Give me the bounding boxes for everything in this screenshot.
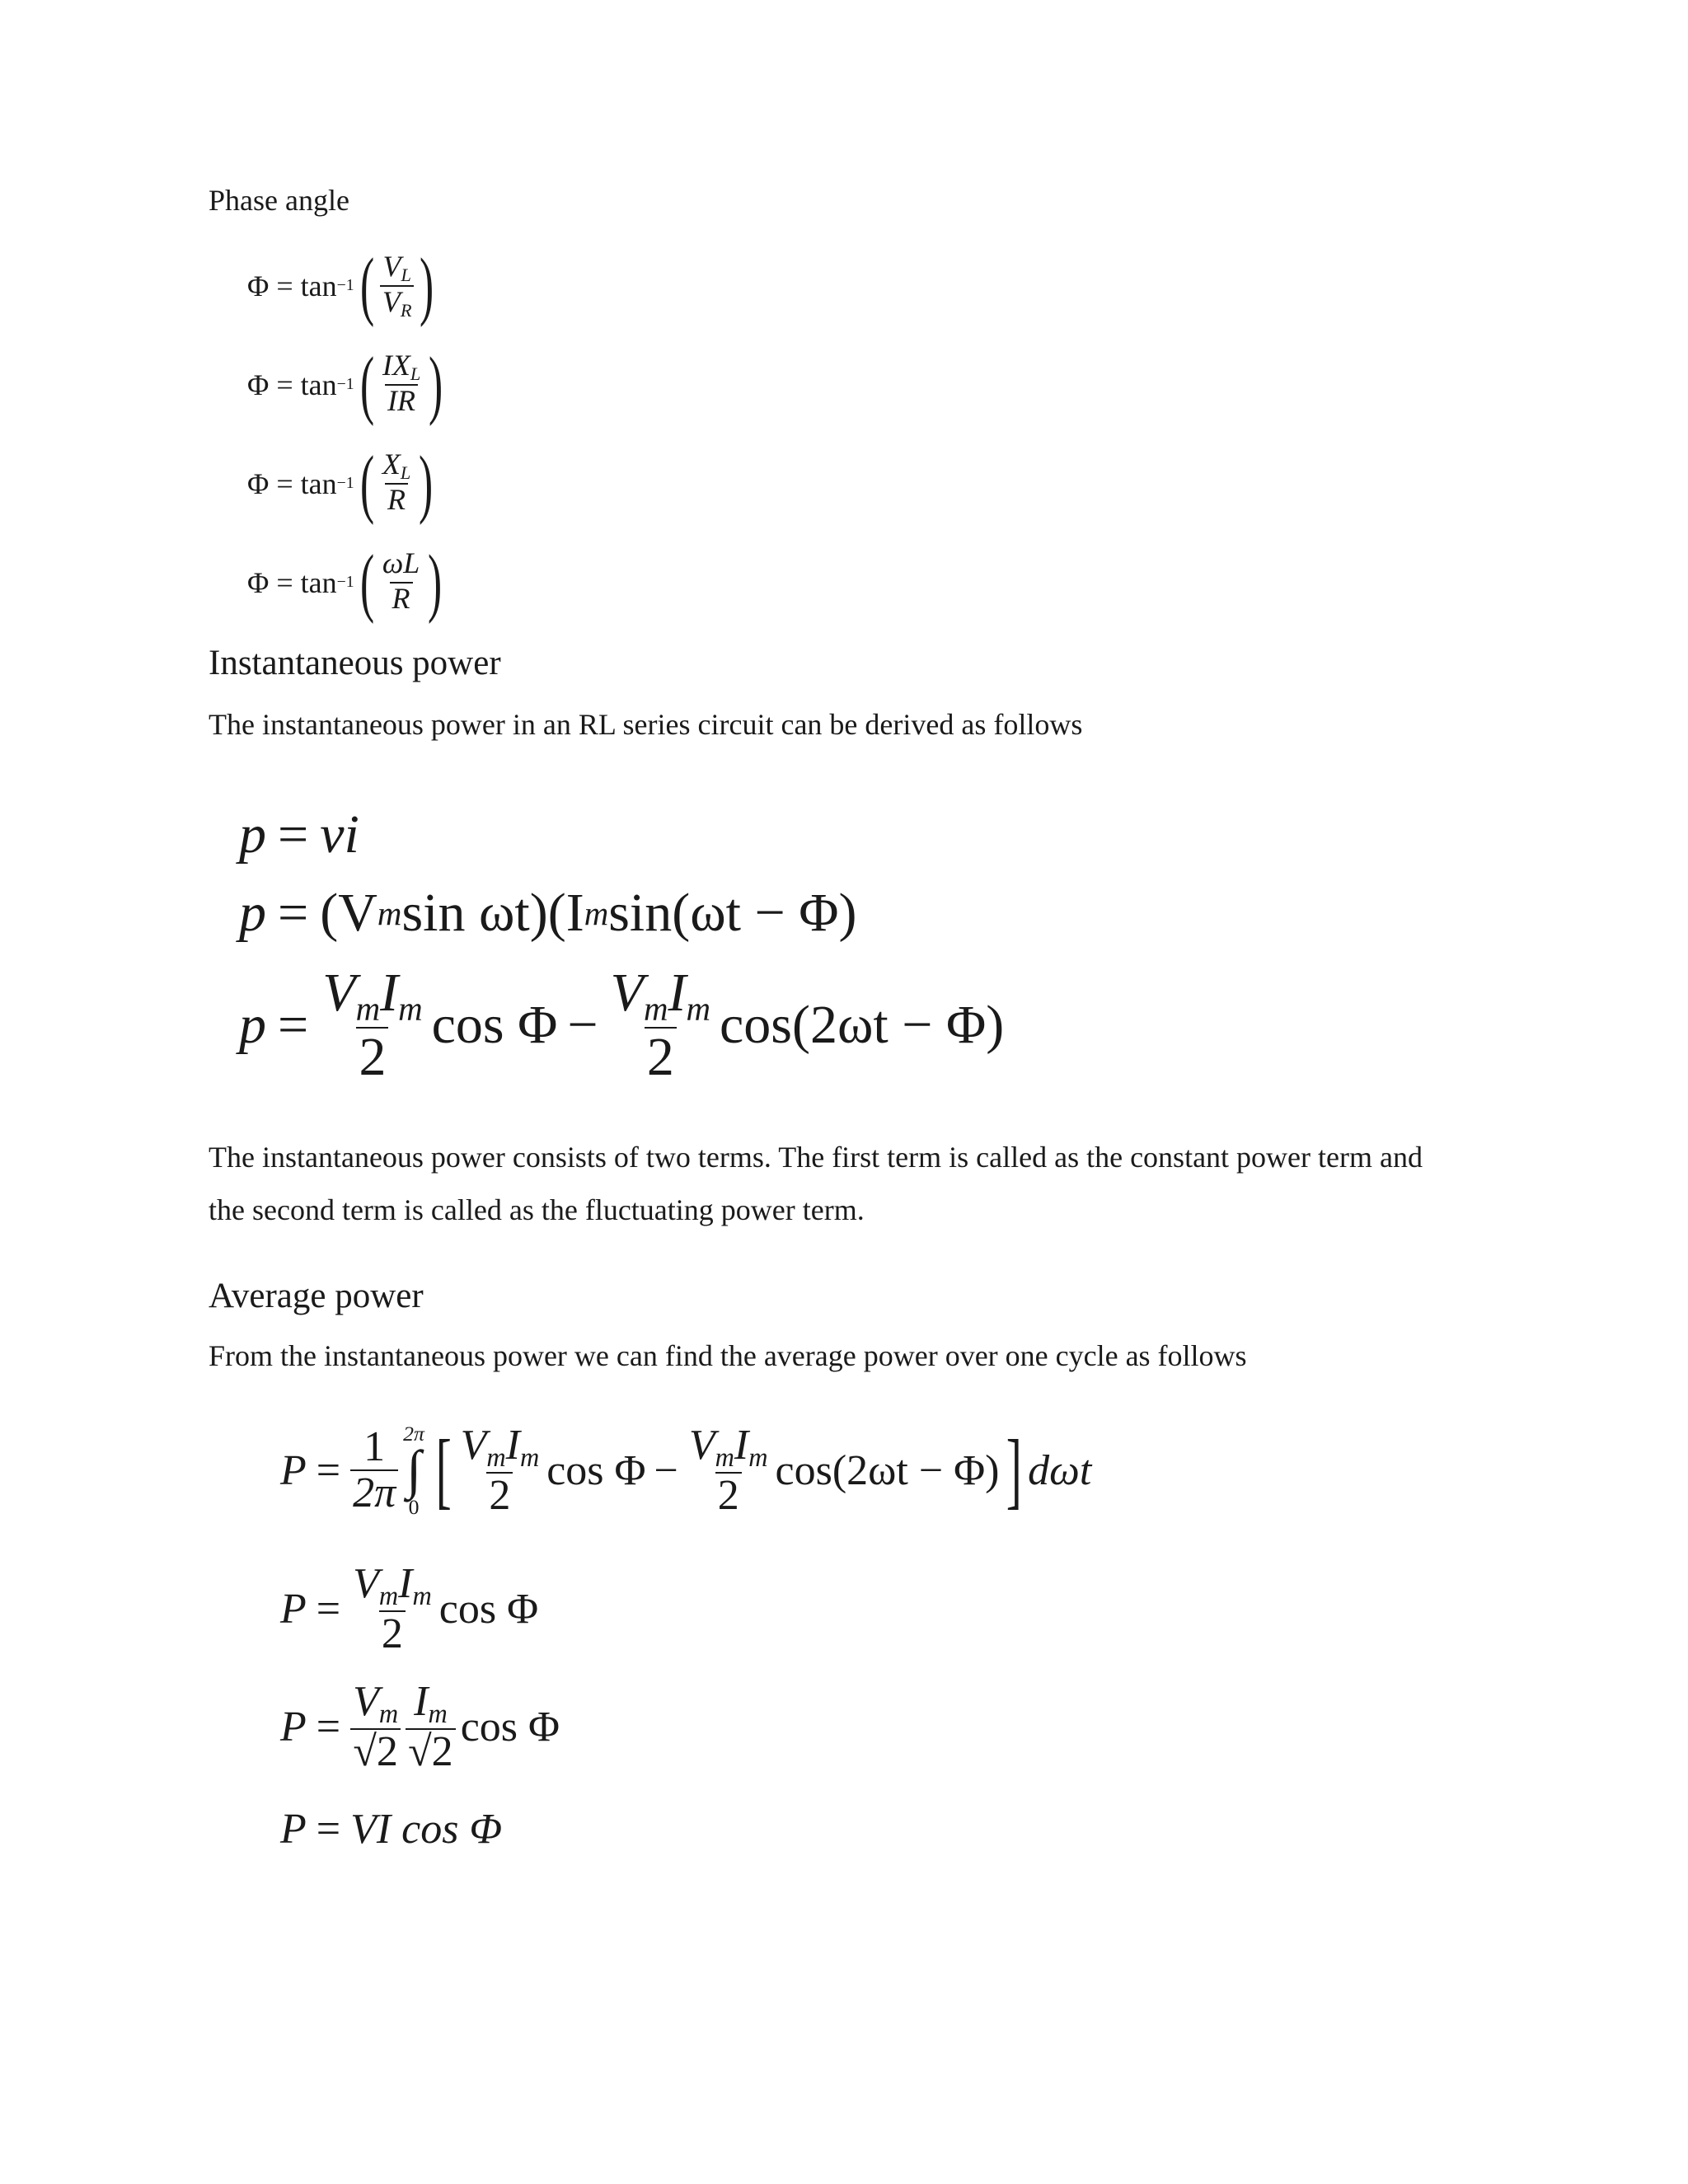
phase-angle-equation-1: Φ = tan −1 ( $\frac{V_L}{V_R}$ ) — [247, 243, 434, 328]
instantaneous-power-heading: Instantaneous power — [209, 644, 501, 682]
fraction-vmim-over-2-b: $\frac{V_mI_m}{2}$ — [610, 963, 711, 1088]
phase-angle-equation-4: Φ = tan −1 ( $\frac{\omega L}{R}$ ) — [247, 540, 443, 625]
average-power-intro: From the instantaneous power we can find the average power over one cycle as follows — [209, 1339, 1247, 1372]
average-power-heading: Average power — [209, 1277, 424, 1315]
instantaneous-power-intro: The instantaneous power in an RL series circuit can be derived as follows — [209, 708, 1083, 741]
phase-angle-heading: Phase angle — [209, 184, 349, 217]
fraction-vmim-over-2: $\frac{V_mI_m}{2}$ — [322, 963, 423, 1088]
equation-p-vi: p = vi — [239, 804, 359, 865]
phase-angle-equation-2: Φ = tan −1 ( $\frac{IX_L}{IR}$ ) — [247, 342, 443, 427]
equation-average-integral: P = $\frac{1}{2\pi}$ 2π ∫ 0 [ $\frac{V_mI_m}{2}$ cos Φ − $\frac{V_mI_m}{2}$ cos(2ωt − Φ) ] dωt — [280, 1421, 1092, 1519]
equation-p-product: p = (V m sin ωt)(I m sin(ωt − Φ) — [239, 883, 857, 943]
equation-p-expanded: p = $\frac{V_mI_m}{2}$ cos Φ − $\frac{V_mI_m}{2}$ cos(2ωt − Φ) — [239, 963, 1005, 1088]
equation-average-vicos: P = VI cos Φ — [280, 1806, 503, 1853]
instantaneous-summary: The instantaneous power consists of two terms. The first term is called as the constant power term and the second term is called as the fluctuating power term. — [209, 1141, 1423, 1226]
phase-angle-equation-3: Φ = tan −1 ( $\frac{X_L}{R}$ ) — [247, 441, 434, 526]
equation-average-simplified: P = $\frac{V_mI_m}{2}$ cos Φ — [280, 1560, 539, 1657]
equation-average-rms: P = $\frac{V_m}{√2}$ $\frac{I_m}{√2}$ cos Φ — [280, 1678, 560, 1775]
